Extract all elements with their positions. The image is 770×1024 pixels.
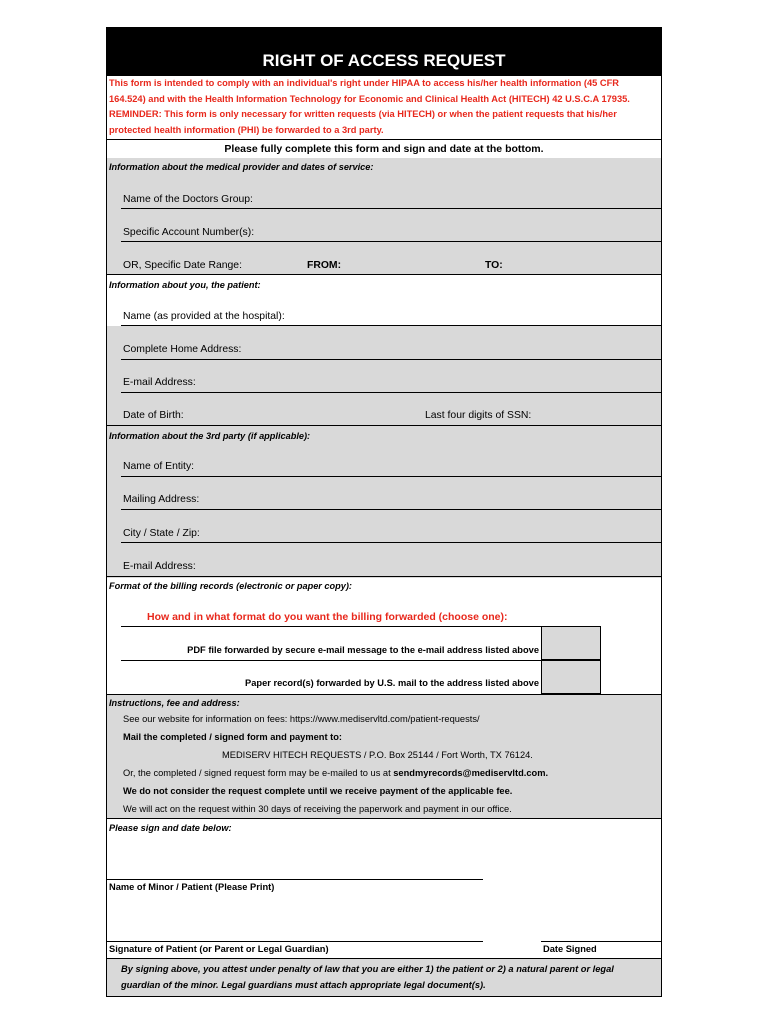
minor-name-label: Name of Minor / Patient (Please Print): [109, 882, 275, 892]
instructions-divider: [107, 818, 661, 819]
processing-time: We will act on the request within 30 days of receiving the paperwork and payment in our office.: [123, 804, 512, 814]
date-signed-line[interactable]: [541, 941, 661, 942]
billing-question-underline: [121, 626, 541, 627]
third-party-email-label: E-mail Address:: [123, 561, 196, 572]
pdf-option-checkbox[interactable]: [541, 626, 601, 660]
access-request-form: [106, 27, 662, 997]
mailing-field[interactable]: [121, 509, 661, 510]
date-signed-label: Date Signed: [543, 944, 597, 954]
form-title: RIGHT OF ACCESS REQUEST: [107, 28, 661, 76]
mail-heading: Mail the completed / signed form and payment to:: [123, 732, 343, 742]
dob-label: Date of Birth:: [123, 410, 184, 421]
provider-heading: Information about the medical provider and dates of service:: [109, 162, 374, 172]
patient-grey: [107, 326, 661, 426]
ssn-label: Last four digits of SSN:: [425, 410, 532, 421]
email-option-text: Or, the completed / signed request form may be e-mailed to us at: [123, 768, 394, 778]
home-address-field[interactable]: [121, 359, 661, 360]
billing-question: How and in what format do you want the billing forwarded (choose one):: [147, 611, 508, 623]
signature-line[interactable]: [107, 941, 483, 942]
entity-field[interactable]: [121, 476, 661, 477]
account-number-field[interactable]: [121, 241, 661, 242]
patient-heading: Information about you, the patient:: [109, 280, 261, 290]
patient-email-label: E-mail Address:: [123, 377, 196, 388]
pdf-option-label: PDF file forwarded by secure e-mail message to the e-mail address listed above: [187, 645, 539, 655]
instruction-banner: Please fully complete this form and sign and date at the bottom.: [107, 139, 661, 159]
instructions-heading: Instructions, fee and address:: [109, 698, 240, 708]
attestation-text: By signing above, you attest under penalty of law that you are either 1) the patient or 2) a natural parent or legal guardian of the minor. Legal guardians must attach appropriate legal document(s).: [121, 964, 614, 990]
city-label: City / State / Zip:: [123, 528, 200, 539]
paper-option-label: Paper record(s) forwarded by U.S. mail to the address listed above: [245, 678, 539, 688]
third-party-heading: Information about the 3rd party (if applicable):: [109, 431, 311, 441]
mailing-address: MEDISERV HITECH REQUESTS / P.O. Box 25144 / Fort Worth, TX 76124.: [222, 750, 533, 760]
intro-text: This form is intended to comply with an individual's right under HIPAA to access his/her health information (45 CFR 164.524) and with the Health Information Technology for Economic and Clinical Health Act (HITECH) 42 U.S.C.A 17935. REMINDER: This form is only necessary for written requests (via HITECH) or when the patient requests that his/her protected health information (PHI) be forwarded to a 3rd party.: [109, 78, 630, 136]
to-label: TO:: [485, 260, 503, 271]
payment-note: We do not consider the request complete until we receive payment of the applicable fee.: [123, 786, 513, 796]
third-party-email-field[interactable]: [107, 576, 661, 577]
billing-heading: Format of the billing records (electronic or paper copy):: [109, 581, 352, 591]
records-email: sendmyrecords@mediservltd.com.: [393, 768, 549, 778]
signature-label: Signature of Patient (or Parent or Legal Guardian): [109, 944, 329, 954]
patient-name-label: Name (as provided at the hospital):: [123, 311, 285, 322]
doctors-group-field[interactable]: [121, 208, 661, 209]
paper-option-checkbox[interactable]: [541, 660, 601, 694]
date-range-label: OR, Specific Date Range:: [123, 260, 242, 271]
minor-name-line[interactable]: [107, 879, 483, 880]
from-label: FROM:: [307, 260, 342, 271]
city-field[interactable]: [121, 542, 661, 543]
email-option: [123, 768, 548, 778]
pdf-option-underline: [121, 660, 541, 661]
patient-email-field[interactable]: [121, 392, 661, 393]
entity-label: Name of Entity:: [123, 461, 195, 472]
attestation-divider: [107, 958, 661, 959]
account-number-label: Specific Account Number(s):: [123, 227, 255, 238]
mailing-label: Mailing Address:: [123, 494, 200, 505]
home-address-label: Complete Home Address:: [123, 344, 242, 355]
fees-website: See our website for information on fees: https://www.mediservltd.com/patient-requests/: [123, 714, 480, 724]
doctors-group-label: Name of the Doctors Group:: [123, 194, 253, 205]
signature-heading: Please sign and date below:: [109, 823, 232, 833]
